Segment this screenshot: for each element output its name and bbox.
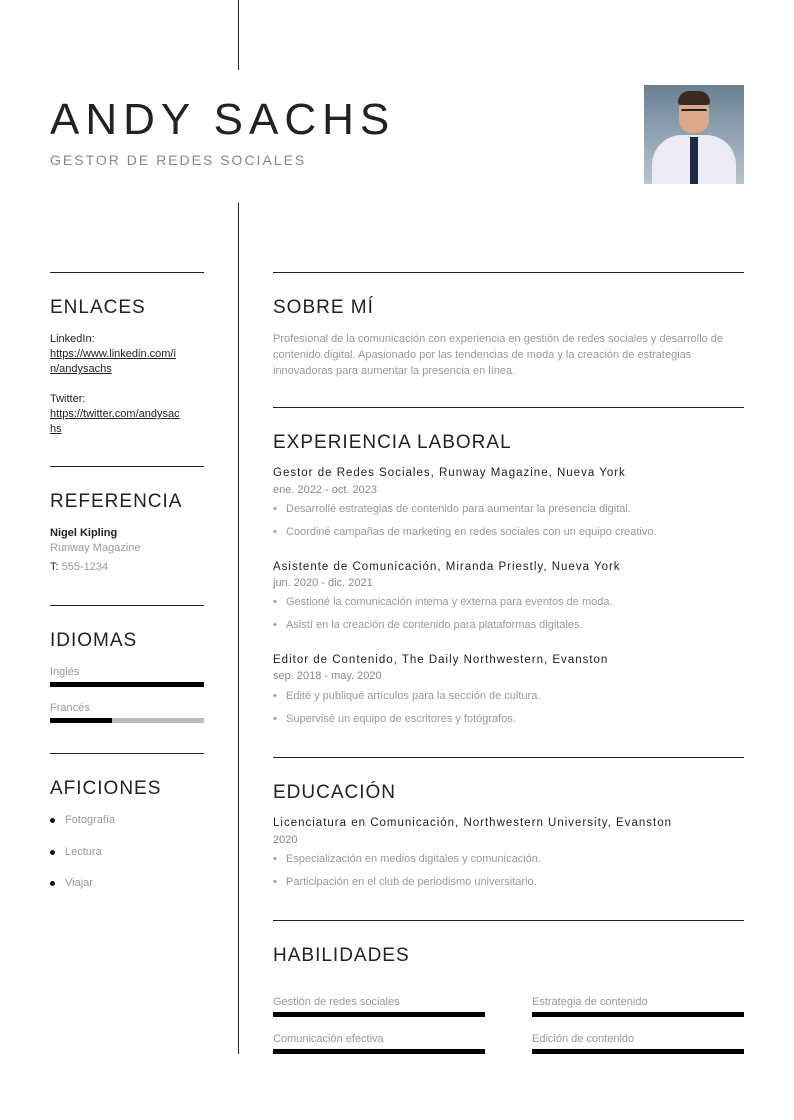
job-bullet: • Edité y publiqué artículos para la sección de cultura. (273, 690, 541, 702)
job-bullet: • Supervisé un equipo de escritores y fotógrafos. (273, 713, 516, 725)
skill-name: Edición de contenido (532, 1033, 635, 1045)
job-title: Gestor de Redes Sociales, Runway Magazine, Nueva York (273, 467, 626, 479)
job-bullet: • Asistí en la creación de contenido para plataformas digitales. (273, 619, 583, 631)
job-dates: jun. 2020 - dic. 2021 (273, 577, 373, 589)
reference-heading: REFERENCIA (50, 491, 183, 512)
job-bullet: • Gestioné la comunicación interna y externa para eventos de moda. (273, 596, 613, 608)
languages-heading: IDIOMAS (50, 630, 138, 651)
skill-level-bar (532, 1049, 744, 1054)
reference-company: Runway Magazine (50, 542, 141, 554)
language-level-fill (50, 718, 112, 723)
skill-level-bar (532, 1012, 744, 1017)
phone-number: 555-1234 (61, 561, 109, 573)
language-name: Francés (50, 702, 90, 714)
experience-heading: EXPERIENCIA LABORAL (273, 432, 512, 453)
degree-title: Licenciatura en Comunicación, Northwestern University, Evanston (273, 817, 672, 829)
job-title: Asistente de Comunicación, Miranda Priestly, Nueva York (273, 561, 621, 573)
section-divider (273, 757, 744, 758)
linkedin-link[interactable]: https://www.linkedin.com/i (50, 348, 176, 360)
about-heading: SOBRE MÍ (273, 297, 374, 318)
job-dates: ene. 2022 - oct. 2023 (273, 484, 377, 496)
skills-heading: HABILIDADES (273, 945, 410, 966)
profile-photo (644, 85, 744, 184)
phone-label: T: (50, 561, 59, 573)
twitter-link[interactable]: https://twitter.com/andysac (50, 408, 180, 420)
bullet-icon (50, 881, 55, 886)
section-divider (50, 753, 204, 754)
linkedin-label: LinkedIn: (50, 333, 95, 345)
candidate-name: ANDY SACHS (50, 95, 396, 144)
reference-name: Nigel Kipling (50, 527, 118, 539)
candidate-title: GESTOR DE REDES SOCIALES (50, 152, 307, 168)
section-divider (273, 920, 744, 921)
section-divider (50, 466, 204, 467)
section-divider (273, 272, 744, 273)
hobbies-heading: AFICIONES (50, 778, 162, 799)
section-divider (273, 407, 744, 408)
skill-level-bar (273, 1012, 485, 1017)
job-bullet: • Coordiné campañas de marketing en redes sociales con un equipo creativo. (273, 526, 657, 538)
skill-name: Gestión de redes sociales (273, 996, 400, 1008)
about-text: Profesional de la comunicación con experiencia en gestión de redes sociales y desarrollo de contenido digital. Apasionado por las tendencias de moda y la creación de estrategias innovadoras para aumentar la presencia en línea. (273, 333, 724, 377)
twitter-label: Twitter: (50, 393, 86, 405)
section-divider (50, 272, 204, 273)
language-level-fill (50, 682, 204, 687)
links-heading: ENLACES (50, 297, 146, 318)
language-level-bar (50, 718, 204, 723)
section-divider (50, 605, 204, 606)
twitter-link-cont[interactable]: hs (50, 423, 62, 435)
education-bullet: • Especialización en medios digitales y comunicación. (273, 853, 541, 865)
education-heading: EDUCACIÓN (273, 782, 397, 803)
job-bullet: • Desarrollé estrategias de contenido para aumentar la presencia digital. (273, 503, 631, 515)
skill-name: Comunicación efectiva (273, 1033, 384, 1045)
language-name: Inglés (50, 666, 80, 678)
job-dates: sep. 2018 - may. 2020 (273, 670, 382, 682)
bullet-icon (50, 850, 55, 855)
vertical-divider (238, 203, 239, 1054)
reference-phone (50, 561, 108, 573)
vertical-divider-top (238, 0, 239, 70)
bullet-icon (50, 818, 55, 823)
language-level-bar (50, 682, 204, 687)
degree-year: 2020 (273, 834, 298, 846)
job-title: Editor de Contenido, The Daily Northwestern, Evanston (273, 654, 609, 666)
skill-level-bar (273, 1049, 485, 1054)
skill-name: Estrategia de contenido (532, 996, 648, 1008)
education-bullet: • Participación en el club de periodismo universitario. (273, 876, 537, 888)
linkedin-link-cont[interactable]: n/andysachs (50, 363, 112, 375)
